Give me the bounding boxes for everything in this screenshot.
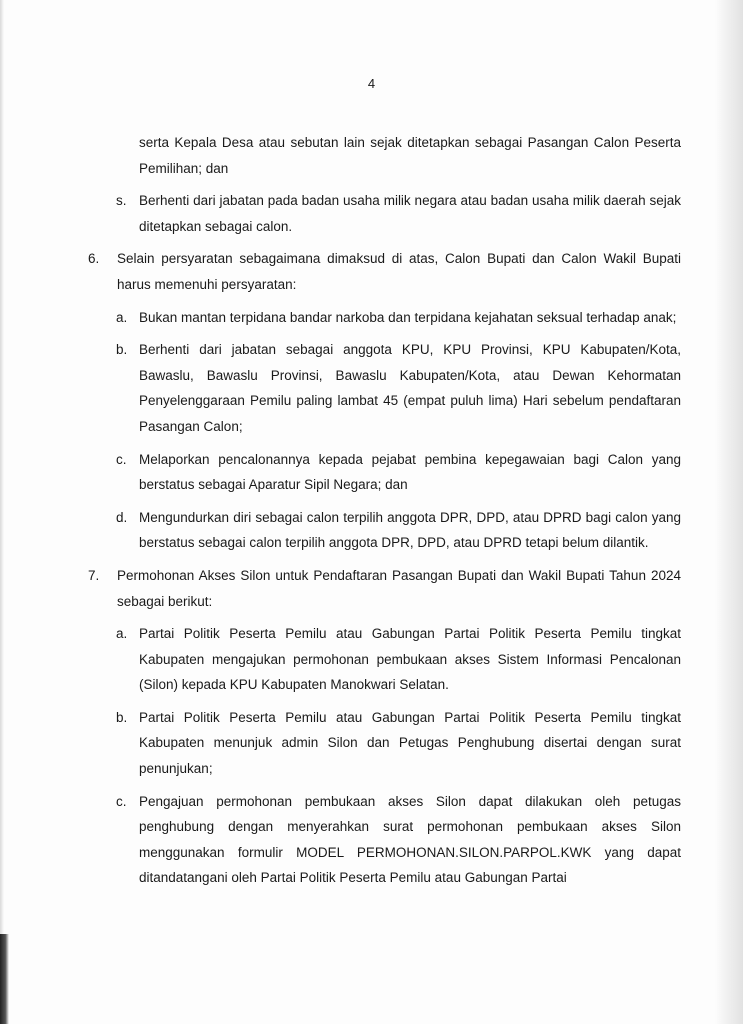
- scan-corner-shadow: [0, 934, 9, 1024]
- list-marker: b.: [116, 342, 128, 358]
- list-item-text: Partai Politik Peserta Pemilu atau Gabungan Partai Politik Peserta Pemilu tingkat Kabupaten mengajukan permohonan pembukaan akses Sistem Informasi Pencalonan (Silon) kepada KPU Kabupaten Manokwari Selatan.: [139, 626, 681, 693]
- list-item-text: Bukan mantan terpidana bandar narkoba dan terpidana kejahatan seksual terhadap anak;: [139, 309, 677, 325]
- list-item-text: Mengundurkan diri sebagai calon terpilih anggota DPR, DPD, atau DPRD bagi calon yang berstatus sebagai calon terpilih anggota DPR, DPD, atau DPRD tetapi belum dilantik.: [139, 509, 681, 551]
- section-text: Selain persyaratan sebagaimana dimaksud di atas, Calon Bupati dan Calon Wakil Bupati harus memenuhi persyaratan:: [117, 251, 681, 292]
- list-marker: s.: [116, 193, 127, 209]
- list-item-text: Berhenti dari jabatan pada badan usaha milik negara atau badan usaha milik daerah sejak ditetapkan sebagai calon.: [139, 193, 681, 234]
- section-7-item-a: [116, 621, 681, 698]
- list-marker: c.: [116, 793, 127, 809]
- section-7: [88, 563, 681, 614]
- list-marker: a.: [116, 626, 128, 642]
- list-item-text: Partai Politik Peserta Pemilu atau Gabungan Partai Politik Peserta Pemilu tingkat Kabupaten menunjuk admin Silon dan Petugas Penghubung disertai dengan surat penunjukan;: [139, 709, 681, 777]
- section-text: Permohonan Akses Silon untuk Pendaftaran Pasangan Bupati dan Wakil Bupati Tahun 2024 sebagai berikut:: [117, 567, 681, 609]
- section-6-item-b: [116, 337, 681, 439]
- section-marker: 6.: [88, 251, 100, 267]
- document-body: [0, 130, 743, 891]
- section-6: [88, 246, 681, 297]
- page-number: 4: [367, 76, 376, 91]
- list-item-text: Pengajuan permohonan pembukaan akses Silon dapat dilakukan oleh petugas penghubung dengan menyerahkan surat permohonan pembukaan akses Silon menggunakan formulir MODEL PERMOHONAN.SILON.PARPOL.KWK yang dapat ditandatangani oleh Partai Politik Peserta Pemilu atau Gabungan Partai: [139, 793, 681, 886]
- continuation-text: serta Kepala Desa atau sebutan lain sejak ditetapkan sebagai Pasangan Calon Peserta Pemilihan; dan: [139, 135, 681, 176]
- list-marker: b.: [116, 709, 128, 725]
- list-marker: c.: [116, 451, 127, 467]
- section-7-item-c: [116, 789, 681, 891]
- section-7-item-b: [116, 705, 681, 782]
- list-item-text: Melaporkan pencalonannya kepada pejabat pembina kepegawaian bagi Calon yang berstatus sebagai Aparatur Sipil Negara; dan: [139, 451, 681, 493]
- list-item-text: Berhenti dari jabatan sebagai anggota KPU, KPU Provinsi, KPU Kabupaten/Kota, Bawaslu, Bawaslu Provinsi, Bawaslu Kabupaten/Kota, atau Dewan Kehormatan Penyelenggaraan Pemilu paling lambat 45 (empat puluh lima) Hari sebelum pendaftaran Pasangan Calon;: [139, 342, 681, 434]
- section-6-item-c: [116, 447, 681, 498]
- section-marker: 7.: [88, 567, 100, 583]
- list-marker: d.: [116, 509, 128, 525]
- section-6-item-a: [116, 305, 681, 331]
- list-item-s: [116, 188, 681, 239]
- section-6-item-d: [116, 505, 681, 556]
- list-marker: a.: [116, 309, 128, 325]
